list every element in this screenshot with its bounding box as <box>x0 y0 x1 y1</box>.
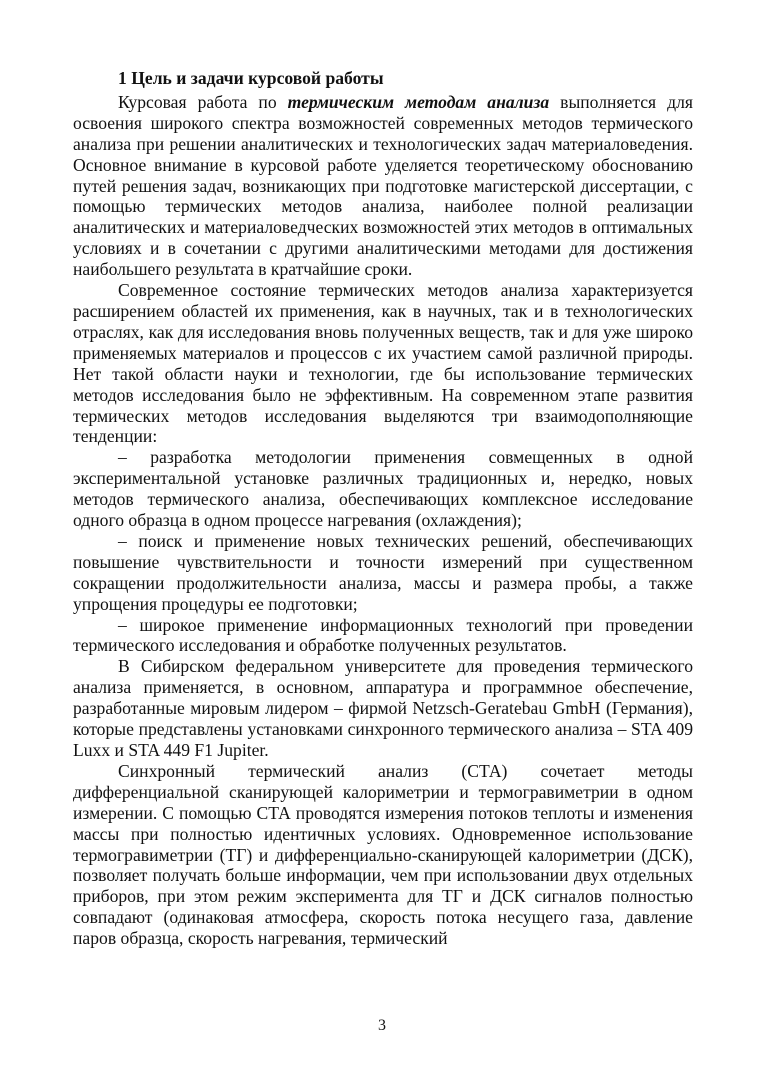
paragraph-state-of-art: Современное состояние термических методов анализа характеризуется расширением областей их применения, как в научных, так и в технологических отраслях, как для исследования вновь полученных веществ, так и для уже широко применяемых материалов и процессов с их участием самой различной природы. Нет такой области науки и технологии, где бы использование термических методов исследования было не эффективным. На современном этапе развития термических методов исследования выделяются три взаимодополняющие тенденции: <box>73 280 693 447</box>
paragraph-sfu-equipment: В Сибирском федеральном университете для проведения термического анализа применяется, в основном, аппаратура и программное обеспечение, разработанные мировым лидером – фирмой Netzsch-Geratebau GmbH (Германия), которые представлены установками синхронного термического анализа – STA 409 Luxx и STA 449 F1 Jupiter. <box>73 656 693 760</box>
bullet-item-technical-solutions: – поиск и применение новых технических решений, обеспечивающих повышение чувствительности и точности измерений при существенном сокращении продолжительности анализа, массы и размера пробы, а также упрощения процедуры ее подготовки; <box>73 530 693 614</box>
section-heading: 1 Цель и задачи курсовой работы <box>118 68 384 88</box>
bullet-item-methodology: – разработка методологии применения совмещенных в одной экспериментальной установке различных традиционных и, нередко, новых методов термического анализа, обеспечивающих комплексное исследование одного образца в одном процессе нагревания (охлаждения); <box>73 447 693 531</box>
document-page <box>73 68 693 949</box>
paragraph-intro <box>73 92 693 280</box>
paragraph-intro-rest: выполняется для освоения широкого спектра возможностей современных методов термического анализа при решении аналитических и технологических задач материаловедения. Основное внимание в курсовой работе уделяется теоретическому обоснованию путей решения задач, возникающих при подготовке магистерской диссертации, с помощью термических методов анализа, наиболее полной реализации аналитических и материаловедческих возможностей этих методов в оптимальных условиях и в сочетании с другими аналитическими методами для достижения наибольшего результата в кратчайшие сроки. <box>73 91 693 280</box>
paragraph-sta: Синхронный термический анализ (СТА) сочетает методы дифференциальной сканирующей калориметрии и термогравиметрии в одном измерении. С помощью СТА проводятся измерения потоков теплоты и изменения массы при полностью идентичных условиях. Одновременное использование термогравиметрии (ТГ) и дифференциально-сканирующей калориметрии (ДСК), позволяет получать больше информации, чем при использовании двух отдельных приборов, при этом режим эксперимента для ТГ и ДСК сигналов полностью совпадают (одинаковая атмосфера, скорость потока несущего газа, давление паров образца, скорость нагревания, термический <box>73 760 693 949</box>
emphasized-term: термическим методам анализа <box>287 91 550 112</box>
paragraph-intro-start: Курсовая работа по <box>118 91 288 112</box>
page-number: 3 <box>378 1017 386 1034</box>
bullet-item-it-usage: – широкое применение информационных технологий при проведении термического исследования и обработке полученных результатов. <box>73 614 693 656</box>
